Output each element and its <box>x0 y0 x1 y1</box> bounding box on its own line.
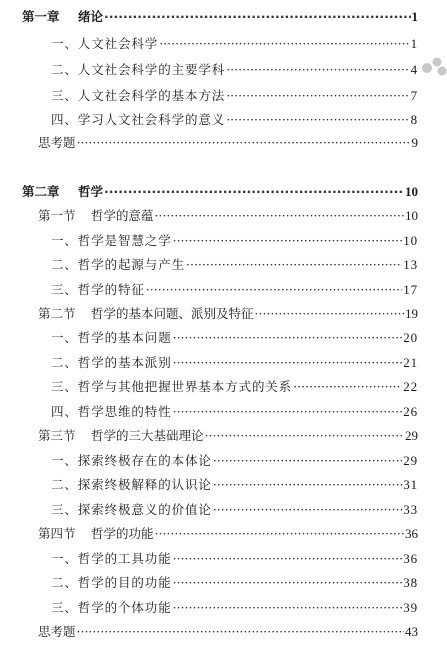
item-title: 四、哲学思维的特性 <box>51 404 172 419</box>
item-title: 三、哲学的个体功能 <box>51 600 172 615</box>
page-number: 33 <box>403 502 418 517</box>
item-title: 一、探索终极存在的本体论 <box>51 453 212 468</box>
toc-questions[interactable] <box>0 132 447 154</box>
item-title: 二、探索终极解释的认识论 <box>51 477 212 492</box>
toc-item[interactable] <box>0 474 447 496</box>
item-title: 思考题 <box>38 624 76 639</box>
item-title: 二、哲学的目的功能 <box>51 575 172 590</box>
page-number: 43 <box>405 624 418 639</box>
leader-dots <box>186 254 402 276</box>
chapter-number: 第一章 <box>22 9 60 24</box>
page-number: 19 <box>405 306 418 321</box>
page-number: 29 <box>405 428 418 443</box>
toc-item[interactable] <box>0 376 447 398</box>
toc-section[interactable] <box>0 205 447 227</box>
leader-dots <box>155 205 404 227</box>
section-number: 第二节 <box>38 306 76 321</box>
toc-item[interactable] <box>0 597 447 619</box>
leader-dots <box>213 450 402 472</box>
leader-dots <box>213 499 402 521</box>
toc-chapter-1[interactable] <box>0 6 447 28</box>
item-title: 一、人文社会科学 <box>51 36 159 51</box>
item-title: 二、哲学的起源与产生 <box>51 257 186 272</box>
page-number: 36 <box>403 551 418 566</box>
section-title: 哲学的意蕴 <box>91 208 154 223</box>
leader-dots <box>77 132 411 154</box>
toc-item[interactable] <box>0 279 447 301</box>
leader-dots <box>173 230 403 252</box>
chapter-title: 绪论 <box>78 9 104 24</box>
leader-dots <box>213 474 402 496</box>
page-number: 1 <box>411 9 418 24</box>
toc-item[interactable] <box>0 499 447 521</box>
leader-dots <box>146 279 402 301</box>
section-number: 第四节 <box>38 526 76 541</box>
section-number: 第三节 <box>38 428 76 443</box>
toc-item[interactable] <box>0 548 447 570</box>
leader-dots <box>226 109 409 131</box>
leader-dots <box>104 6 410 28</box>
page-number: 1 <box>410 36 418 51</box>
leader-dots <box>159 33 409 55</box>
leader-dots <box>173 548 403 570</box>
page-number: 26 <box>403 404 418 419</box>
toc-section[interactable] <box>0 425 447 447</box>
section-number: 第一节 <box>38 208 76 223</box>
page-number: 29 <box>403 453 418 468</box>
toc-item[interactable] <box>0 59 447 81</box>
item-title: 四、学习人文社会科学的意义 <box>51 112 226 127</box>
page-number: 21 <box>403 355 418 370</box>
page-number: 9 <box>411 135 418 150</box>
toc-chapter-2[interactable] <box>0 181 447 203</box>
section-title: 哲学的三大基础理论 <box>91 428 204 443</box>
page-number: 7 <box>410 88 418 103</box>
leader-dots <box>173 401 403 423</box>
section-title: 哲学的基本问题、派别及特征 <box>91 306 254 321</box>
toc-section[interactable] <box>0 523 447 545</box>
page-number: 38 <box>403 575 418 590</box>
toc-questions[interactable] <box>0 621 447 643</box>
leader-dots <box>173 327 403 349</box>
page-number: 10 <box>405 184 418 199</box>
page-number: 22 <box>403 379 418 394</box>
page-number: 10 <box>403 233 418 248</box>
toc-item[interactable] <box>0 327 447 349</box>
leader-dots <box>173 572 403 594</box>
toc-item[interactable] <box>0 450 447 472</box>
toc-item[interactable] <box>0 352 447 374</box>
item-title: 二、哲学的基本派别 <box>51 355 172 370</box>
page-number: 10 <box>405 208 418 223</box>
item-title: 一、哲学是智慧之学 <box>51 233 172 248</box>
chapter-title: 哲学 <box>78 184 104 199</box>
leader-dots <box>173 597 403 619</box>
page-number: 31 <box>403 477 418 492</box>
toc-item[interactable] <box>0 230 447 252</box>
page-number: 8 <box>410 112 418 127</box>
toc-item[interactable] <box>0 85 447 107</box>
page-number: 13 <box>403 257 418 272</box>
toc-item[interactable] <box>0 254 447 276</box>
dots-cluster-icon <box>421 55 447 77</box>
toc-item[interactable] <box>0 33 447 55</box>
page-number: 36 <box>405 526 418 541</box>
leader-dots <box>173 352 403 374</box>
item-title: 二、人文社会科学的主要学科 <box>51 62 226 77</box>
page-number: 20 <box>403 330 418 345</box>
leader-dots <box>155 523 404 545</box>
toc-item[interactable] <box>0 401 447 423</box>
leader-dots <box>226 85 409 107</box>
item-title: 思考题 <box>38 135 76 150</box>
leader-dots <box>205 425 404 447</box>
item-title: 三、哲学与其他把握世界基本方式的关系 <box>51 379 293 394</box>
leader-dots <box>255 303 404 325</box>
item-title: 一、哲学的基本问题 <box>51 330 172 345</box>
leader-dots <box>104 181 404 203</box>
toc-section[interactable] <box>0 303 447 325</box>
page-number: 39 <box>403 600 418 615</box>
section-title: 哲学的功能 <box>91 526 154 541</box>
toc-item[interactable] <box>0 109 447 131</box>
item-title: 一、哲学的工具功能 <box>51 551 172 566</box>
page-number: 17 <box>403 282 418 297</box>
leader-dots <box>293 376 402 398</box>
toc-item[interactable] <box>0 572 447 594</box>
leader-dots <box>226 59 409 81</box>
item-title: 三、探索终极意义的价值论 <box>51 502 212 517</box>
chapter-number: 第二章 <box>22 184 60 199</box>
item-title: 三、哲学的特征 <box>51 282 145 297</box>
item-title: 三、人文社会科学的基本方法 <box>51 88 226 103</box>
page-number: 4 <box>410 62 418 77</box>
leader-dots <box>77 621 404 643</box>
